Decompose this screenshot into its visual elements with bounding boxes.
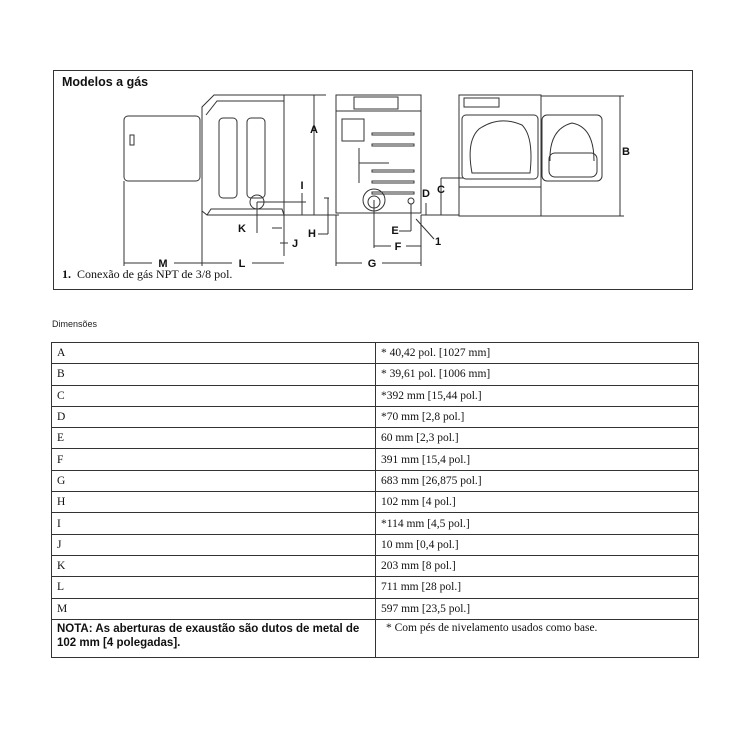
label-b: B [622, 146, 630, 158]
dimension-value: *114 mm [4,5 pol.] [376, 513, 699, 534]
dimension-value: 391 mm [15,4 pol.] [376, 449, 699, 470]
dimension-value: 711 mm [28 pol.] [376, 577, 699, 598]
footnote-number: 1. [62, 267, 71, 281]
label-e: E [391, 225, 399, 237]
table-row [52, 598, 699, 619]
side-view-body [202, 95, 284, 215]
table-row [52, 470, 699, 491]
label-m: M [158, 258, 168, 270]
dimension-value: 203 mm [8 pol.] [376, 555, 699, 576]
diagram-title: Modelos a gás [62, 75, 149, 89]
table-row [52, 555, 699, 576]
dryer-dimension-diagram [54, 71, 694, 291]
dimension-value: *70 mm [2,8 pol.] [376, 406, 699, 427]
label-k: K [238, 223, 246, 235]
dimension-key: J [52, 534, 376, 555]
side-view-door [124, 116, 200, 181]
label-c: C [437, 184, 445, 196]
label-a: A [310, 124, 318, 136]
table-row [52, 513, 699, 534]
dimension-key: M [52, 598, 376, 619]
dimension-value: * 40,42 pol. [1027 mm] [376, 343, 699, 364]
table-note-row [52, 619, 699, 657]
diagram-frame [53, 70, 693, 290]
dimension-key: G [52, 470, 376, 491]
dimension-key: B [52, 364, 376, 385]
dimension-key: K [52, 555, 376, 576]
table-row [52, 385, 699, 406]
dimension-value: 597 mm [23,5 pol.] [376, 598, 699, 619]
dimension-value: 10 mm [0,4 pol.] [376, 534, 699, 555]
dimension-key: H [52, 492, 376, 513]
dimension-value: 60 mm [2,3 pol.] [376, 428, 699, 449]
dimension-key: A [52, 343, 376, 364]
dimension-value: *392 mm [15,44 pol.] [376, 385, 699, 406]
dimensions-table [51, 342, 699, 658]
dimension-key: I [52, 513, 376, 534]
dimension-value: 683 mm [26,875 pol.] [376, 470, 699, 491]
leveling-feet-note: * Com pés de nivelamento usados como base. [376, 619, 699, 657]
label-h: H [308, 228, 316, 240]
dimension-key: E [52, 428, 376, 449]
table-row [52, 449, 699, 470]
label-f: F [394, 241, 402, 253]
label-d: D [422, 188, 430, 200]
dimension-value: * 39,61 pol. [1006 mm] [376, 364, 699, 385]
dimension-key: L [52, 577, 376, 598]
dimension-key: F [52, 449, 376, 470]
table-row [52, 364, 699, 385]
label-g: G [367, 258, 377, 270]
table-row [52, 492, 699, 513]
table-row [52, 428, 699, 449]
table-row [52, 343, 699, 364]
diagram-footnote [62, 267, 232, 282]
rear-view-body [336, 95, 421, 213]
dimensions-heading: Dimensões [52, 319, 98, 329]
front-view-body [459, 95, 602, 216]
table-row [52, 406, 699, 427]
label-l: L [238, 258, 246, 270]
table-row [52, 534, 699, 555]
label-i: I [300, 180, 304, 192]
label-j: J [291, 238, 299, 250]
dimension-key: D [52, 406, 376, 427]
table-row [52, 577, 699, 598]
footnote-text: Conexão de gás NPT de 3/8 pol. [77, 267, 233, 281]
dimension-value: 102 mm [4 pol.] [376, 492, 699, 513]
dimension-key: C [52, 385, 376, 406]
callout-1: 1 [434, 236, 442, 248]
exhaust-note: NOTA: As aberturas de exaustão são dutos de metal de 102 mm [4 polegadas]. [52, 619, 376, 657]
